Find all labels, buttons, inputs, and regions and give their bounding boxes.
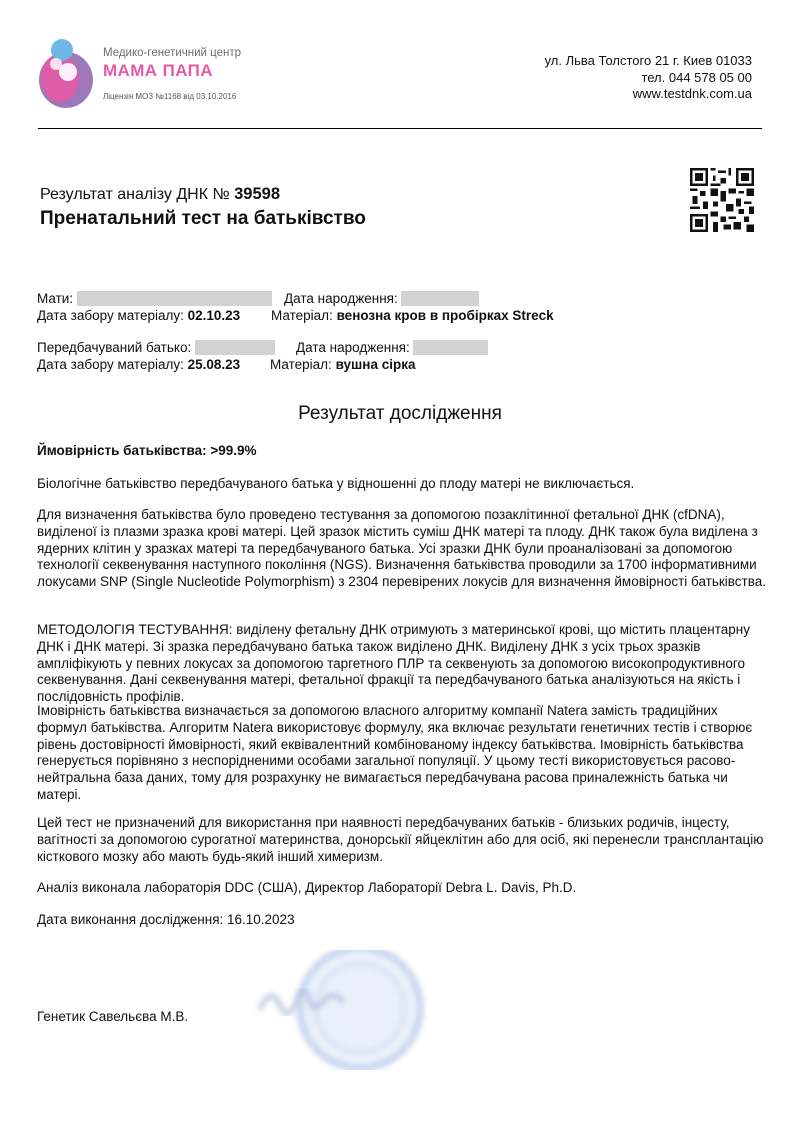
brand-license: Ліцензія МОЗ №1168 від 03.10.2016 [103, 92, 237, 101]
header-divider [38, 128, 762, 129]
brand-subtitle: Медико-генетичний центр [103, 47, 242, 59]
contact-address: ул. Льва Толстого 21 г. Киев 01033 [544, 53, 752, 68]
mother-collect-date: 02.10.23 [187, 308, 241, 323]
logo-icon [38, 36, 98, 110]
mother-material-label: Матеріал: [271, 308, 333, 323]
father-material: вушна сірка [335, 357, 416, 372]
paragraph-methodology: МЕТОДОЛОГІЯ ТЕСТУВАННЯ: виділену фетальну ДНК отримують з материнської крові, що містить плацентарну ДНК і ДНК матері. Зі зразка передбачувано батька також виділено ДНК. Виділену ДНК з усіх трьох зразків ампліфікують у певних локусах за допомогою таргетного ПЛР та секвенують за допомогою високопродуктивного секвенування. Дані секвенування матері, фетальної фракції та передбачуваного батька аналізуються на якість і послідовність профілів. [37, 622, 750, 705]
mother-collect-label: Дата забору матеріалу: [37, 308, 184, 323]
father-material-label: Матеріал: [270, 357, 332, 372]
paternity-probability: Ймовірність батьківства: >99.9% [37, 443, 257, 458]
paragraph-laboratory: Аналіз виконала лабораторія DDC (США), Директор Лабораторії Debra L. Davis, Ph.D. [37, 880, 577, 895]
father-name-redacted [195, 340, 275, 355]
result-number-line [40, 185, 280, 204]
mother-collect-row [37, 308, 240, 323]
mother-label: Мати: [37, 291, 74, 306]
mother-birth-redacted [401, 291, 479, 306]
father-material-row [270, 357, 415, 372]
paragraph-completion-date: Дата виконання дослідження: 16.10.2023 [37, 912, 295, 927]
paragraph-algorithm: Імовірність батьківства визначається за допомогою власного алгоритму компанії Natera замість традиційних формул батьківства. Алгоритм Natera використовує формулу, яка включає результати генетичних тестів і створює рівень достовірності ймовірності, який еквівалентний комбінованому індексу батьківства. Імовірність батьківства генерується порівняно з неспорідненими особами загальної популяції. У цьому тесті використовується расово-нейтральна база даних, тому для розрахунку не вимагається передбачувана расова приналежність батька чи матері. [37, 703, 753, 802]
mother-birth-label: Дата народження: [284, 291, 398, 306]
father-collect-row [37, 357, 240, 372]
father-birth-redacted [413, 340, 488, 355]
contact-phone: тел. 044 578 05 00 [641, 69, 752, 85]
mother-name-redacted [77, 291, 272, 306]
mother-row [37, 291, 272, 306]
paragraph-limitations: Цей тест не призначений для використання при наявності передбачуваних батьків - близьких родичів, інцесту, вагітності за допомогою сурогатної материнства, донорськії яйцеклітин або для осіб, які перенесли трансплантацію кісткового мозку або мають будь-який інший химеризм. [37, 815, 764, 864]
father-collect-date: 25.08.23 [187, 357, 241, 372]
paragraph-method-summary: Для визначення батьківства було проведено тестування за допомогою позаклітинної фетальної ДНК (cfDNA), виділеної із плазми зразка крові матері. Цей зразок містить суміш ДНК матері та плоду. ДНК також була виділена з ядерних клітин у зразках матері та передбачуваного батька. Усі зразки ДНК були проаналізовані за допомогою технології секвенування наступного покоління (NGS). Визначення батьківства проводили за 1700 інформативними локусами SNP (Single Nucleotide Polymorphism) з 2304 перевірених локусів для визначення ймовірності батьківства. [37, 507, 767, 590]
mother-material: венозна кров в пробірках Streck [336, 308, 554, 323]
contact-website[interactable]: www.testdnk.com.ua [632, 86, 752, 101]
father-birth-row [296, 340, 488, 355]
father-birth-label: Дата народження: [296, 340, 410, 355]
paragraph-conclusion: Біологічне батьківство передбачуваного батька у відношенні до плоду матері не виключається. [37, 476, 635, 491]
signature-label: Генетик Савельєва М.В. [37, 1009, 189, 1024]
result-number: 39598 [234, 185, 280, 203]
test-title: Пренатальний тест на батьківство [40, 208, 366, 229]
mother-birth-row [284, 291, 479, 306]
qr-code-icon [690, 168, 754, 232]
contact-block [545, 53, 752, 103]
father-collect-label: Дата забору матеріалу: [37, 357, 184, 372]
father-label: Передбачуваний батько: [37, 340, 192, 355]
result-label: Результат аналізу ДНК № [40, 186, 230, 203]
mother-material-row [271, 308, 554, 323]
brand-name: МАМА ПАПА [103, 61, 213, 80]
section-title: Результат дослідження [298, 403, 502, 424]
father-row [37, 340, 275, 355]
